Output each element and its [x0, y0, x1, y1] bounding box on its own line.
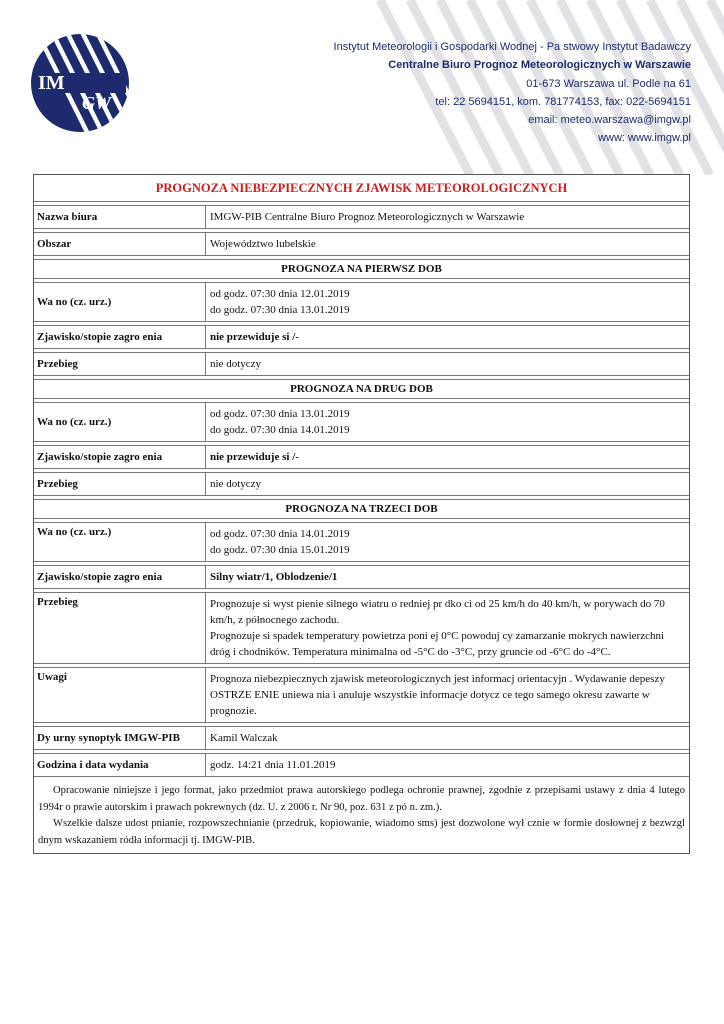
institute-header: [334, 38, 691, 148]
office-label: Nazwa biura: [34, 206, 206, 228]
phone-numbers: tel: 22 5694151, kom. 781774153, fax: 022-5694151: [435, 95, 691, 108]
copyright-footer: [34, 777, 689, 853]
day2-valid-from: od godz. 07:30 dnia 13.01.2019: [210, 408, 350, 420]
notes-row: [34, 667, 689, 723]
day2-validity-label: Wa no (cz. urz.): [34, 403, 206, 441]
day1-course-label: Przebieg: [34, 353, 206, 375]
day3-phenomenon-row: [34, 565, 689, 589]
logo-text-gw: GW: [82, 93, 112, 113]
office-value: IMGW-PIB Centralne Biuro Prognoz Meteorologicznych w Warszawie: [210, 211, 525, 223]
forecaster-label: Dy urny synoptyk IMGW-PIB: [34, 727, 206, 749]
day3-course-icing: Prognozuje si spadek temperatury powietrza poni ej 0°C powoduj cy zamarzanie mokrych nawierzchni dróg i chodników. Temperatura minimalna od -5°C do -3°C, przy gruncie od -6°C do -4°C.: [210, 630, 665, 658]
issued-label: Godzina i data wydania: [34, 754, 206, 776]
day3-course-row: [34, 592, 689, 664]
day1-course-row: [34, 352, 689, 376]
copyright-text: Opracowanie niniejsze i jego format, jako przedmiot prawa autorskiego podlega ochronie prawnej, zgodnie z przepisami ustawy z dnia 4 lutego 1994r o prawie autorskim i prawach pokrewnych (dz. U. z 2006 r. Nr 90, poz. 631 z pó n. zm.).: [38, 785, 685, 813]
day1-phenomenon-label: Zjawisko/stopie zagro enia: [34, 326, 206, 348]
office-name: Centralne Biuro Prognoz Meteorologicznych w Warszawie: [388, 59, 691, 72]
day3-course-label: Przebieg: [34, 593, 206, 663]
day3-valid-to: do godz. 07:30 dnia 15.01.2019: [210, 544, 350, 556]
day3-valid-from: od godz. 07:30 dnia 14.01.2019: [210, 528, 350, 540]
email-address: email: meteo.warszawa@imgw.pl: [528, 114, 691, 127]
day2-phenomenon-row: [34, 445, 689, 469]
area-value: Województwo lubelskie: [210, 238, 316, 250]
day2-heading: PROGNOZA NA DRUG DOB: [34, 379, 689, 399]
day1-phenomenon-value: nie przewiduje si /-: [210, 331, 299, 343]
day1-valid-to: do godz. 07:30 dnia 13.01.2019: [210, 304, 350, 316]
day1-heading: PROGNOZA NA PIERWSZ DOB: [34, 259, 689, 279]
issued-row: [34, 753, 689, 777]
forecaster-row: [34, 726, 689, 750]
day3-heading: PROGNOZA NA TRZECI DOB: [34, 499, 689, 519]
day1-valid-from: od godz. 07:30 dnia 12.01.2019: [210, 288, 350, 300]
area-row: [34, 232, 689, 256]
day2-validity-value: [206, 403, 689, 441]
notes-value: Prognoza niebezpiecznych zjawisk meteorologicznych jest informacj orientacyjn . Wydawanie depeszy OSTRZE ENIE uniewa nia i anuluje wszystkie informacje dotycz ce tego samego okresu zawarte w prognozie.: [210, 673, 665, 717]
day1-validity-value: [206, 283, 689, 321]
day3-phenomenon-value: Silny wiatr/1, Oblodzenie/1: [210, 571, 338, 583]
day2-course-row: [34, 472, 689, 496]
office-row: [34, 205, 689, 229]
day1-validity-label: Wa no (cz. urz.): [34, 283, 206, 321]
area-label: Obszar: [34, 233, 206, 255]
notes-label: Uwagi: [34, 668, 206, 722]
logo-text-im: IM: [38, 72, 65, 94]
day2-valid-to: do godz. 07:30 dnia 14.01.2019: [210, 424, 350, 436]
day2-phenomenon-value: nie przewiduje si /-: [210, 451, 299, 463]
day3-validity-row: [34, 522, 689, 562]
issued-value: godz. 14:21 dnia 11.01.2019: [210, 759, 336, 771]
day3-phenomenon-label: Zjawisko/stopie zagro enia: [34, 566, 206, 588]
day3-course-value: [206, 593, 689, 663]
address: 01-673 Warszawa ul. Podle na 61: [526, 77, 691, 90]
day3-validity-label: Wa no (cz. urz.): [34, 523, 206, 561]
institute-name: Instytut Meteorologii i Gospodarki Wodnej - Pa stwowy Instytut Badawczy: [333, 41, 691, 53]
day2-course-value: nie dotyczy: [210, 478, 262, 490]
day1-validity-row: [34, 282, 689, 322]
day2-validity-row: [34, 402, 689, 442]
redistribution-text: Wszelkie dalsze udost pnianie, rozpowszechnianie (przedruk, kopiowanie, wiadomo sms) jest dozwolone wył cznie w formie dosłownej z bezwzgl dnym wskazaniem ródła informacji tj. IMGW-PIB.: [38, 818, 685, 846]
imgw-logo: [30, 33, 130, 133]
warning-document: [33, 174, 690, 854]
day3-course-wind: Prognozuje si wyst pienie silnego wiatru o redniej pr dko ci od 25 km/h do 40 km/h, w porywach do 70 km/h, z północnego zachodu.: [210, 598, 665, 626]
day3-validity-value: [206, 523, 689, 561]
day1-course-value: nie dotyczy: [210, 358, 262, 370]
website: www: www.imgw.pl: [598, 132, 691, 145]
forecaster-value: Kamil Walczak: [210, 732, 278, 744]
day2-phenomenon-label: Zjawisko/stopie zagro enia: [34, 446, 206, 468]
document-title: PROGNOZA NIEBEZPIECZNYCH ZJAWISK METEOROLOGICZNYCH: [34, 175, 689, 202]
day2-course-label: Przebieg: [34, 473, 206, 495]
day1-phenomenon-row: [34, 325, 689, 349]
